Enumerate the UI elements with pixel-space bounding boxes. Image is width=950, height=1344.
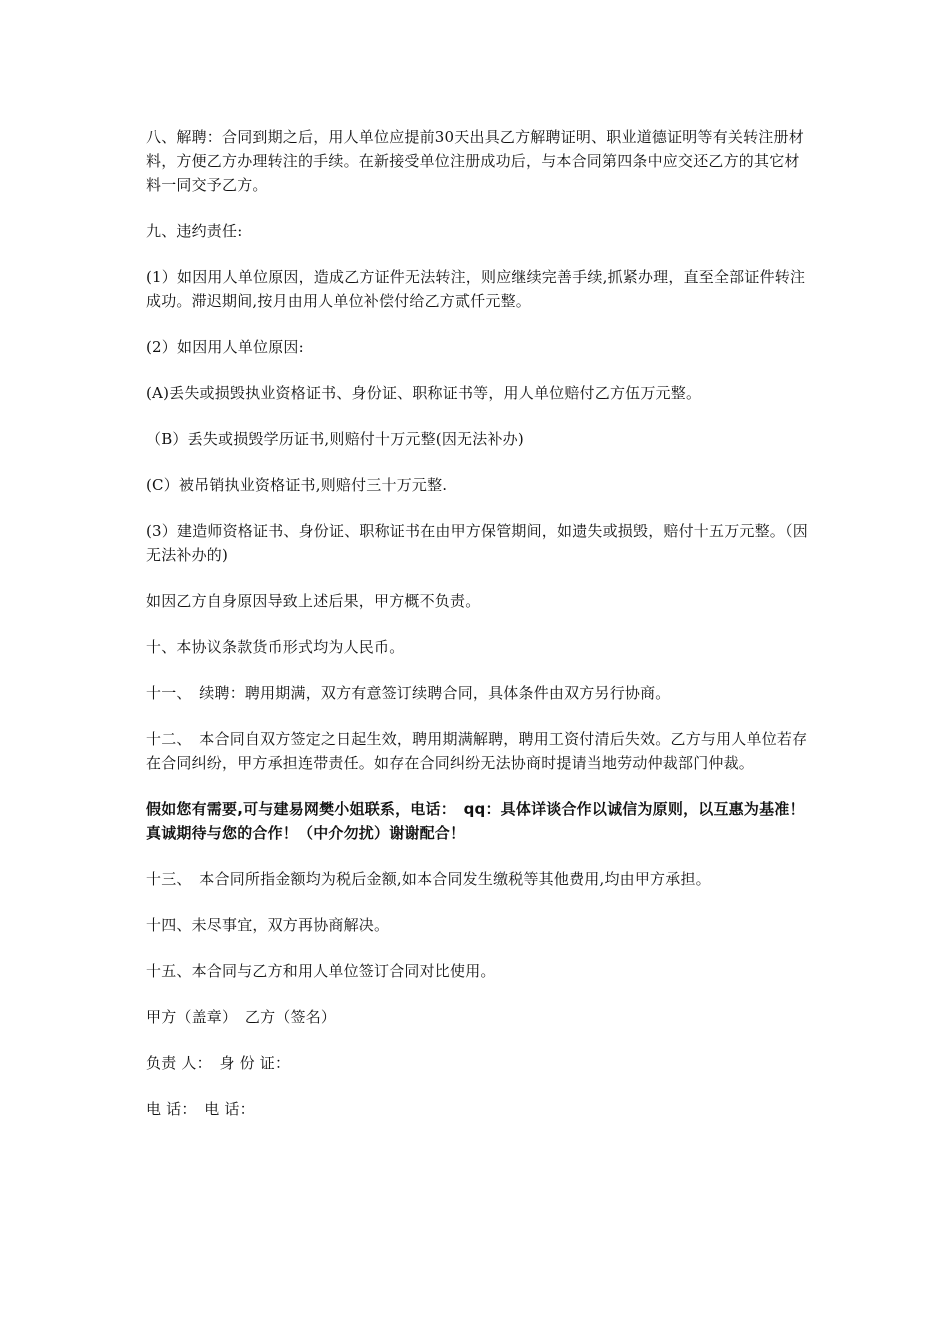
clause-15-comparison: 十五、本合同与乙方和用人单位签订合同对比使用。 (146, 962, 496, 980)
clause-9-disclaimer: 如因乙方自身原因导致上述后果，甲方概不负责。 (146, 592, 481, 610)
document-body (146, 125, 808, 1143)
clause-9-item-1: (1）如因用人单位原因，造成乙方证件无法转注，则应继续完善手续,抓紧办理，直至全部证件转注成功。滞迟期间,按月由用人单位补偿付给乙方贰仟元整。 (146, 268, 806, 310)
signature-phones: 电 话： 电 话： (146, 1100, 255, 1118)
clause-9-heading: 九、违约责任: (146, 222, 243, 240)
signature-responsible-id: 负责 人： 身 份 证： (146, 1054, 291, 1072)
clause-12-effect: 十二、 本合同自双方签定之日起生效，聘用期满解聘，聘用工资付清后失效。乙方与用人单位若存在合同纠纷，甲方承担连带责任。如存在合同纠纷无法协商时提请当地劳动仲裁部门仲裁。 (146, 730, 808, 772)
clause-14-misc: 十四、未尽事宜，双方再协商解决。 (146, 916, 390, 934)
clause-11-renewal: 十一、 续聘：聘用期满，双方有意签订续聘合同，具体条件由双方另行协商。 (146, 684, 671, 702)
clause-13-tax: 十三、 本合同所指金额均为税后金额,如本合同发生缴税等其他费用,均由甲方承担。 (146, 870, 711, 888)
signature-parties: 甲方（盖章） 乙方（签名） (146, 1008, 337, 1026)
contact-notice: 假如您有需要,可与建易网樊小姐联系，电话： qq：具体详谈合作以诚信为原则，以互惠为基准！真诚期待与您的合作！（中介勿扰）谢谢配合！ (146, 800, 805, 842)
clause-9-item-3: (3）建造师资格证书、身份证、职称证书在由甲方保管期间，如遗失或损毁，赔付十五万元整。（因无法补办的) (146, 522, 808, 564)
clause-9-item-2b: （B）丢失或损毁学历证书,则赔付十万元整(因无法补办) (146, 430, 524, 448)
clause-8-dismissal: 八、解聘：合同到期之后，用人单位应提前30天出具乙方解聘证明、职业道德证明等有关转注册材料，方便乙方办理转注的手续。在新接受单位注册成功后，与本合同第四条中应交还乙方的其它材料一同交予乙方。 (146, 128, 804, 194)
clause-9-item-2c: (C）被吊销执业资格证书,则赔付三十万元整. (146, 476, 448, 494)
clause-9-item-2: (2）如因用人单位原因: (146, 338, 304, 356)
clause-9-item-2a: (A)丢失或损毁执业资格证书、身份证、职称证书等，用人单位赔付乙方伍万元整。 (146, 384, 702, 402)
clause-10-currency: 十、本协议条款货币形式均为人民币。 (146, 638, 405, 656)
